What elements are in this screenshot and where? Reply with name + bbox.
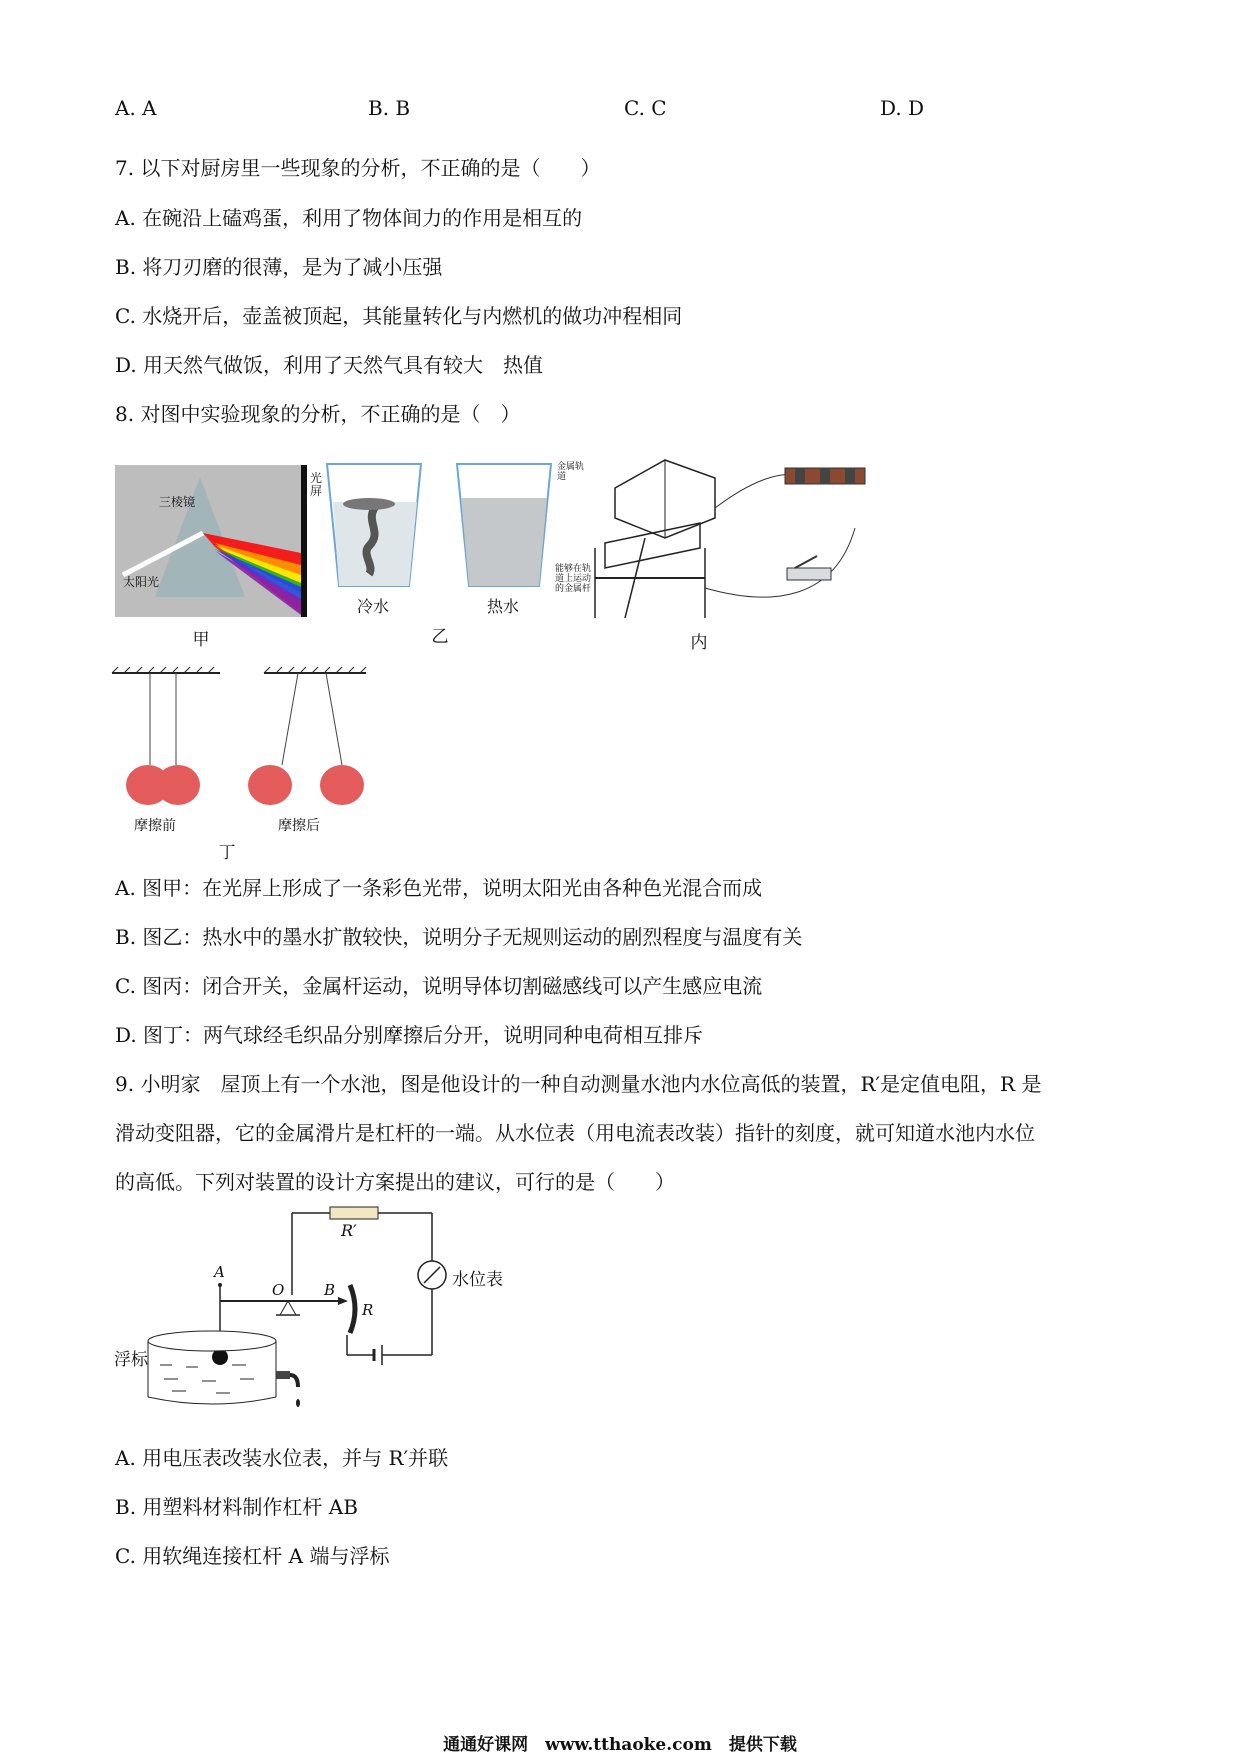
q7-option-c: C. 水烧开后，壶盖被顶起，其能量转化与内燃机的做功冲程相同 <box>115 304 683 328</box>
label-sunlight: 太阳光 <box>123 575 160 589</box>
q6-option-d: D. D <box>880 96 925 120</box>
q8-option-a: A. 图甲：在光屏上形成了一条彩色光带，说明太阳光由各种色光混合而成 <box>115 876 763 900</box>
figure-beakers <box>325 462 555 616</box>
label-after-rubbing: 摩擦后 <box>278 818 320 834</box>
q9-option-c: C. 用软绳连接杠杆 A 端与浮标 <box>115 1544 390 1568</box>
page-footer: 通通好课网 www.tthaoke.com 提供下载 <box>443 1735 797 1755</box>
q9-option-b: B. 用塑料材料制作杠杆 AB <box>115 1495 358 1519</box>
q7-stem: 7. 以下对厨房里一些现象的分析，不正确的是（ ） <box>115 156 601 180</box>
q8-option-b: B. 图乙：热水中的墨水扩散较快，说明分子无规则运动的剧烈程度与温度有关 <box>115 925 803 949</box>
caption-jia: 甲 <box>192 630 210 650</box>
figure-balloons <box>110 665 380 840</box>
label-rod: 能够在轨道上运动的金属杆 <box>555 564 592 594</box>
label-float: 浮标 <box>114 1350 148 1370</box>
label-resistor-r: R <box>362 1301 374 1319</box>
q7-option-a: A. 在碗沿上磕鸡蛋，利用了物体间力的作用是相互的 <box>115 206 583 230</box>
caption-ding: 丁 <box>218 843 236 863</box>
q9-stem-line-2: 滑动变阻器，它的金属滑片是杠杆的一端。从水位表（用电流表改装）指针的刻度，就可知道水池内水位 <box>115 1121 1035 1145</box>
label-rail: 金属轨道 <box>557 462 585 482</box>
q6-option-b: B. B <box>368 96 411 120</box>
q8-stem: 8. 对图中实验现象的分析，不正确的是（ ） <box>115 402 521 426</box>
q9-stem-line-1: 9. 小明家 屋顶上有一个水池，图是他设计的一种自动测量水池内水位高低的装置，R′是定值电阻，R 是 <box>115 1072 1042 1096</box>
q6-option-a: A. A <box>115 96 157 120</box>
label-screen: 光屏 <box>310 471 323 498</box>
label-prism: 三棱镜 <box>159 495 196 509</box>
q7-option-b: B. 将刀刃磨的很薄，是为了减小压强 <box>115 255 443 279</box>
q9-stem-line-3: 的高低。下列对装置的设计方案提出的建议，可行的是（ ） <box>115 1170 675 1194</box>
label-point-o: O <box>272 1281 285 1299</box>
figure-prism <box>115 465 307 617</box>
q7-option-d: D. 用天然气做饭，利用了天然气具有较大 热值 <box>115 353 544 377</box>
caption-bing: 内 <box>690 633 708 653</box>
label-hot-water: 热水 <box>487 597 520 616</box>
caption-yi: 乙 <box>431 627 449 647</box>
figure-rail-circuit <box>555 458 875 628</box>
q8-option-c: C. 图丙：闭合开关，金属杆运动，说明导体切割磁感线可以产生感应电流 <box>115 974 763 998</box>
q8-option-d: D. 图丁：两气球经毛织品分别摩擦后分开，说明同种电荷相互排斥 <box>115 1023 704 1047</box>
q6-option-c: C. C <box>624 96 667 120</box>
label-cold-water: 冷水 <box>357 597 390 616</box>
label-point-b: B <box>324 1281 336 1299</box>
label-before-rubbing: 摩擦前 <box>134 818 176 834</box>
figure-water-level-circuit <box>112 1205 532 1420</box>
q9-option-a: A. 用电压表改装水位表，并与 R′并联 <box>115 1446 449 1470</box>
label-r-prime: R′ <box>341 1221 357 1240</box>
label-point-a: A <box>214 1263 225 1281</box>
label-water-meter: 水位表 <box>452 1270 503 1290</box>
